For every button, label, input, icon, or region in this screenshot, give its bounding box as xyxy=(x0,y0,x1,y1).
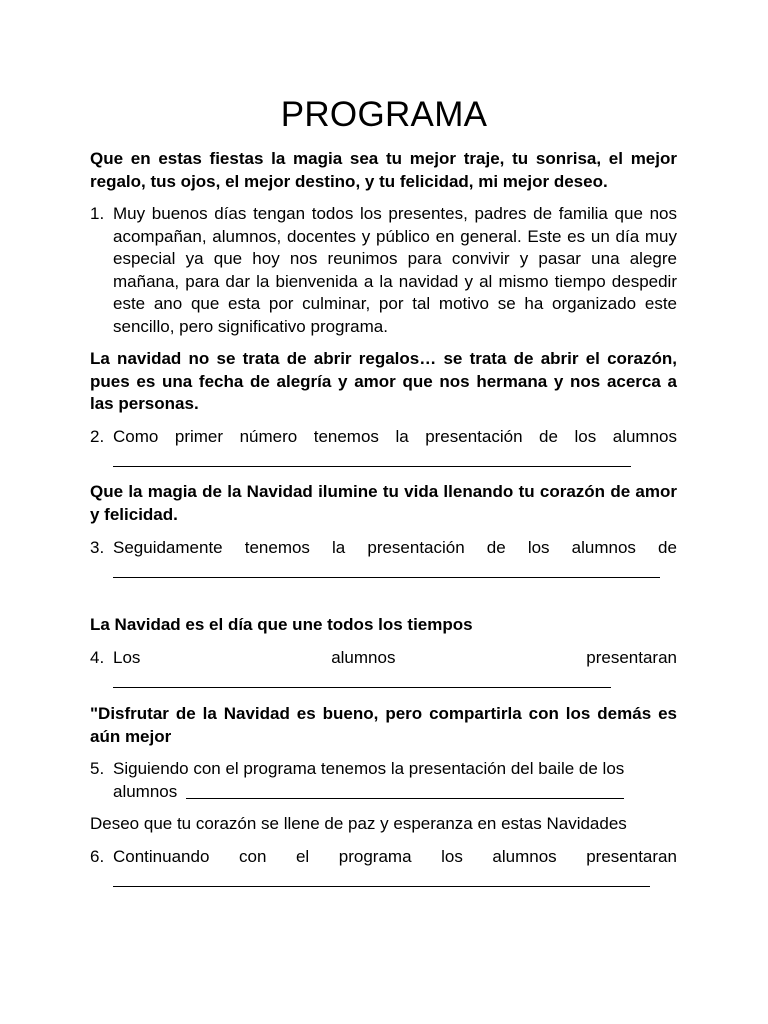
word: presentación xyxy=(425,427,523,446)
word: presentaran xyxy=(586,847,677,866)
word: número xyxy=(239,427,298,446)
word: tenemos xyxy=(244,538,310,557)
word: alumnos xyxy=(113,781,178,801)
word: los xyxy=(441,847,463,866)
item-text: Muy buenos días tengan todos los presentes, padres de familia que nos acompañan, alumnos, docentes y público en general. Este es un día muy especial ya que hoy nos reunimos para convivir y pasar una alegre mañana, para dar la bienvenida a la navidad y al mismo tiempo despedir este ano que esta por culminar, por tal motivo se ha organizado este sencillo, pero significativo programa. xyxy=(113,204,677,336)
word: de xyxy=(539,427,558,446)
word: Como xyxy=(113,427,159,446)
quote-2: La navidad no se trata de abrir regalos… se trata de abrir el corazón, pues es una fecha de alegría y amor que nos hermana y nos acerca a las personas. xyxy=(90,349,677,413)
fill-in-blank xyxy=(113,560,677,583)
word: el xyxy=(295,847,310,866)
word: alumnos xyxy=(612,427,677,446)
item-text-line xyxy=(113,647,677,670)
blank-rule xyxy=(113,886,650,887)
item-text-line: Siguiendo con el programa tenemos la presentación del baile de los xyxy=(113,759,625,778)
quote-4: La Navidad es el día que une todos los tiempos xyxy=(90,615,473,634)
word: alumnos xyxy=(331,648,396,667)
word: Los xyxy=(113,648,141,667)
program-item-2 xyxy=(90,426,677,471)
item-text-line xyxy=(113,846,677,869)
word: tenemos xyxy=(313,427,379,446)
blank-rule xyxy=(113,466,631,467)
blank-rule xyxy=(113,687,611,688)
word: presentaran xyxy=(586,648,677,667)
word: con xyxy=(238,847,267,866)
item-number: 6. xyxy=(90,847,105,866)
item-number: 5. xyxy=(90,759,105,778)
program-item-3 xyxy=(90,537,677,582)
word: programa xyxy=(338,847,412,866)
word: la xyxy=(332,538,346,557)
fill-in-blank xyxy=(113,449,677,472)
word: la xyxy=(395,427,409,446)
item-number: 4. xyxy=(90,648,105,667)
page-title: PROGRAMA xyxy=(280,95,488,134)
item-number: 2. xyxy=(90,427,105,446)
blank-rule xyxy=(186,798,624,799)
quote-1: Que en estas fiestas la magia sea tu mejor traje, tu sonrisa, el mejor regalo, tus ojos, el mejor destino, y tu felicidad, mi mejor deseo. xyxy=(90,149,677,191)
word: presentación xyxy=(367,538,465,557)
quote-6: Deseo que tu corazón se llene de paz y esperanza en estas Navidades xyxy=(90,814,627,833)
word: Continuando xyxy=(113,847,210,866)
quote-5: "Disfrutar de la Navidad es bueno, pero compartirla con los demás es aún mejor xyxy=(90,704,677,746)
item-number: 3. xyxy=(90,538,105,557)
program-item-1 xyxy=(90,203,677,338)
word: de xyxy=(658,538,677,557)
word: primer xyxy=(174,427,224,446)
word: alumnos xyxy=(492,847,557,866)
word: los xyxy=(574,427,597,446)
word: de xyxy=(486,538,506,557)
program-item-5 xyxy=(90,758,677,803)
item-text-line xyxy=(113,426,677,449)
word: alumnos xyxy=(571,538,636,557)
fill-in-blank xyxy=(113,670,677,693)
program-item-6 xyxy=(90,846,677,891)
fill-in-blank xyxy=(113,869,677,892)
program-item-4 xyxy=(90,647,677,692)
item-text-line xyxy=(113,537,677,560)
item-text-line xyxy=(113,781,677,804)
quote-3: Que la magia de la Navidad ilumine tu vida llenando tu corazón de amor y felicidad. xyxy=(90,482,677,524)
word: Seguidamente xyxy=(113,538,223,557)
word: los xyxy=(527,538,550,557)
item-number: 1. xyxy=(90,204,105,223)
blank-rule xyxy=(113,577,660,578)
